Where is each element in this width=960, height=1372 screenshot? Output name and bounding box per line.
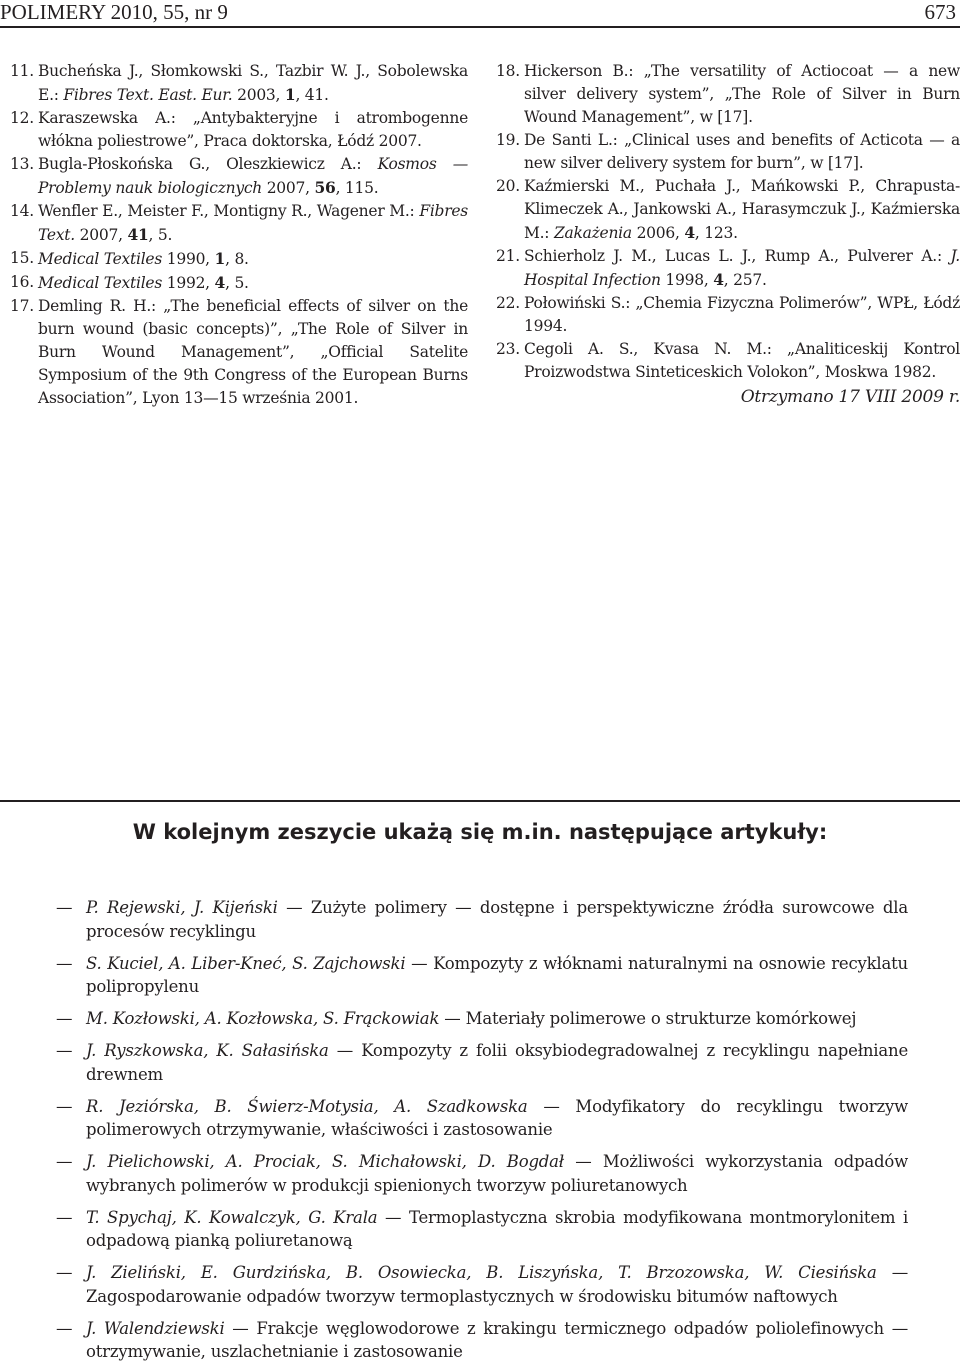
reference-number: 19. xyxy=(496,131,520,149)
reference-number: 13. xyxy=(10,155,34,173)
article-title: Kompozyty z folii oksybiodegradowalnej z recyklingu napełniane drewnem xyxy=(86,1041,909,1084)
reference-number: 17. xyxy=(10,297,34,315)
reference-text xyxy=(524,338,960,384)
reference-item xyxy=(10,295,468,410)
article-item xyxy=(56,952,908,999)
reference-pages: , 41. xyxy=(295,86,329,104)
article-title: Możliwości wykorzystania odpadów wybranych polimerów w produkcji spienionych tworzyw poliuretanowych xyxy=(86,1152,909,1195)
article-item xyxy=(56,1150,908,1197)
next-issue-heading: W kolejnym zeszycie ukażą się m.in. następujące artykuły: xyxy=(132,820,828,844)
article-dash: — xyxy=(56,898,73,917)
upcoming-articles-list xyxy=(56,896,908,1372)
article-item xyxy=(56,1317,908,1364)
reference-authors: Połowiński S.: „Chemia Fizyczna Polimerów”, WPŁ, Łódź 1994. xyxy=(524,294,960,335)
reference-text xyxy=(524,175,960,245)
reference-source: Medical Textiles xyxy=(38,250,163,268)
article-title: Termoplastyczna skrobia modyfikowana montmorylonitem i odpadową pianką poliuretanową xyxy=(86,1207,909,1250)
reference-authors: Wenfler E., Meister F., Montigny R., Wagener M.: xyxy=(38,202,415,220)
header-rule xyxy=(0,26,960,28)
article-title: Frakcje węglowodorowe z krakingu termicznego odpadów poliolefinowych — otrzymywanie, uszlachetnianie i zastosowanie xyxy=(86,1318,909,1361)
reference-year: 2006, xyxy=(631,224,685,242)
article-authors: J. Pielichowski, A. Prociak, S. Michałowski, D. Bogdał xyxy=(86,1152,564,1171)
reference-year: 2007, xyxy=(262,179,315,197)
reference-volume: 1 xyxy=(214,249,226,268)
reference-number: 20. xyxy=(496,177,520,195)
reference-text xyxy=(38,107,468,153)
references-right-column xyxy=(496,60,960,409)
reference-year: 2007, xyxy=(74,226,128,244)
reference-authors: Schierholz J. M., Lucas L. J., Rump A., Pulverer A.: xyxy=(524,247,942,265)
article-dash: — xyxy=(56,1096,73,1116)
article-title: Materiały polimerowe o strukturze komórkowej xyxy=(465,1009,857,1028)
received-date: Otrzymano 17 VIII 2009 r. xyxy=(740,387,960,407)
article-text: P. Rejewski, J. Kijeński — Zużyte polimery — dostępne i perspektywiczne źródła surowcowe dla procesów recyklingu xyxy=(86,898,909,941)
reference-text xyxy=(38,60,468,107)
article-item xyxy=(56,1039,908,1086)
reference-volume: 1 xyxy=(284,85,296,104)
reference-item xyxy=(10,153,468,200)
article-item xyxy=(56,1206,908,1253)
article-authors: M. Kozłowski, A. Kozłowska, S. Frąckowiak xyxy=(86,1009,440,1028)
reference-text xyxy=(524,60,960,129)
reference-year: 2003, xyxy=(232,86,285,104)
reference-volume: 4 xyxy=(214,273,226,292)
article-dash: — xyxy=(56,1009,73,1028)
reference-number: 15. xyxy=(10,249,34,267)
reference-item xyxy=(10,60,468,107)
article-title: Zagospodarowanie odpadów tworzyw termoplastycznych w środowisku bitumów naftowych xyxy=(86,1286,838,1306)
article-authors: J. Zieliński, E. Gurdzińska, B. Osowiecka, B. Liszyńska, T. Brzozowska, W. Ciesińska xyxy=(86,1263,877,1282)
journal-info: POLIMERY 2010, 55, nr 9 xyxy=(0,0,228,24)
reference-text xyxy=(38,200,468,247)
article-title: Zużyte polimery — dostępne i perspektywiczne źródła surowcowe dla procesów recyklingu xyxy=(86,898,909,941)
reference-item xyxy=(10,271,468,295)
article-authors: T. Spychaj, K. Kowalczyk, G. Krala xyxy=(86,1207,378,1227)
reference-source: Zakażenia xyxy=(553,224,632,242)
article-item xyxy=(56,1261,908,1308)
reference-source: J. Hospital Infection xyxy=(524,247,960,289)
reference-text xyxy=(524,292,960,338)
reference-item xyxy=(496,245,960,292)
reference-number: 16. xyxy=(10,273,34,291)
article-dash: — xyxy=(56,953,73,973)
reference-item xyxy=(496,292,960,338)
reference-item xyxy=(496,129,960,175)
article-item xyxy=(56,1095,908,1142)
reference-text xyxy=(38,271,468,295)
reference-number: 11. xyxy=(10,62,34,80)
reference-volume: 4 xyxy=(713,270,724,289)
reference-item xyxy=(10,200,468,247)
reference-authors: Cegoli A. S., Kvasa N. M.: „Analiticeskij Kontrol Proizwodstwa Sinteticeskich Volokon”, Moskwa 1982. xyxy=(524,340,960,381)
reference-pages: , 123. xyxy=(694,224,738,242)
reference-year: 1998, xyxy=(660,271,714,289)
reference-authors: Karaszewska A.: „Antybakteryjne i atrombogenne włókna poliestrowe”, Praca doktorska, Łódź 2007. xyxy=(38,109,468,150)
reference-authors: De Santi L.: „Clinical uses and benefits of Acticota — a new silver delivery system for burn”, w [17]. xyxy=(524,131,960,172)
reference-pages: , 257. xyxy=(723,271,767,289)
reference-number: 12. xyxy=(10,109,34,127)
reference-text xyxy=(524,245,960,292)
article-item xyxy=(56,1007,908,1031)
article-item xyxy=(56,896,908,943)
reference-authors: Bucheńska J., Słomkowski S., Tazbir W. J., Sobolewska E.: xyxy=(38,62,468,104)
reference-volume: 41 xyxy=(127,225,149,244)
article-text: M. Kozłowski, A. Kozłowska, S. Frąckowiak — Materiały polimerowe o strukturze komórkowej xyxy=(86,1009,857,1028)
reference-year: 1992, xyxy=(162,274,215,292)
article-authors: R. Jeziórska, B. Świerz-Motysia, A. Szadkowska xyxy=(86,1096,528,1116)
reference-source: Fibres Text. xyxy=(38,202,469,244)
reference-text xyxy=(524,129,960,175)
article-dash: — xyxy=(56,1041,73,1060)
reference-number: 18. xyxy=(496,62,520,80)
article-dash: — xyxy=(56,1207,73,1227)
reference-authors: Demling R. H.: „The beneficial effects of silver on the burn wound (basic concepts)”, „The Role of Silver in Burn Wound Management”, „Official Satelite Symposium of the 9th Congress of the European Burns Association”, Lyon 13—15 września 2001. xyxy=(38,297,468,407)
reference-authors: Hickerson B.: „The versatility of Actiocoat — a new silver delivery system”, „The Role of Silver in Burn Wound Management”, w [17]. xyxy=(524,62,960,126)
article-title: Kompozyty z włóknami naturalnymi na osnowie recyklatu polipropylenu xyxy=(86,953,908,996)
reference-pages: , 8. xyxy=(225,250,249,268)
reference-text xyxy=(38,295,468,410)
article-authors: P. Rejewski, J. Kijeński xyxy=(86,898,278,917)
reference-year: 1990, xyxy=(162,250,215,268)
article-text: R. Jeziórska, B. Świerz-Motysia, A. Szadkowska — Modyfikatory do recyklingu tworzyw polimerowych otrzymywanie, właściwości i zastosowanie xyxy=(86,1096,908,1139)
article-dash: — xyxy=(56,1152,73,1171)
page-number: 673 xyxy=(924,0,956,24)
reference-source: Medical Textiles xyxy=(38,274,163,292)
reference-source: Kosmos — Problemy nauk biologicznych xyxy=(38,155,468,197)
article-dash: — xyxy=(56,1263,73,1282)
reference-number: 23. xyxy=(496,340,520,358)
reference-volume: 56 xyxy=(314,178,336,197)
reference-authors: Bugla-Płoskońska G., Oleszkiewicz A.: xyxy=(38,155,362,173)
article-authors: J. Walendziewski xyxy=(86,1318,225,1338)
reference-pages: , 5. xyxy=(225,274,249,292)
article-authors: J. Ryszkowska, K. Sałasińska xyxy=(86,1041,329,1060)
reference-pages: , 115. xyxy=(335,179,379,197)
reference-number: 22. xyxy=(496,294,520,312)
article-authors: S. Kuciel, A. Liber-Kneć, S. Zajchowski xyxy=(86,953,406,973)
article-text: J. Pielichowski, A. Prociak, S. Michałowski, D. Bogdał — Możliwości wykorzystania odpadów wybranych polimerów w produkcji spienionych tworzyw poliuretanowych xyxy=(86,1152,909,1195)
reference-text xyxy=(38,153,468,200)
reference-volume: 4 xyxy=(684,223,695,242)
article-dash: — xyxy=(56,1318,73,1338)
article-text: J. Walendziewski — Frakcje węglowodorowe z krakingu termicznego odpadów poliolefinowych — otrzymywanie, uszlachetnianie i zastosowanie xyxy=(86,1318,909,1361)
reference-item xyxy=(496,60,960,129)
article-text: S. Kuciel, A. Liber-Kneć, S. Zajchowski — Kompozyty z włóknami naturalnymi na osnowie recyklatu polipropylenu xyxy=(86,953,908,996)
page-header xyxy=(0,0,960,26)
references-left-column xyxy=(10,60,468,410)
reference-pages: , 5. xyxy=(148,226,173,244)
reference-text xyxy=(38,247,468,271)
article-text: J. Ryszkowska, K. Sałasińska — Kompozyty z folii oksybiodegradowalnej z recyklingu napełniane drewnem xyxy=(86,1041,909,1084)
reference-source: Fibres Text. East. Eur. xyxy=(63,86,233,104)
article-text: J. Zieliński, E. Gurdzińska, B. Osowiecka, B. Liszyńska, T. Brzozowska, W. Ciesińska — Zagospodarowanie odpadów tworzyw termoplastycznych w środowisku bitumów naftowych xyxy=(86,1263,908,1306)
reference-item xyxy=(10,107,468,153)
reference-number: 14. xyxy=(10,202,34,220)
section-divider xyxy=(0,800,960,802)
reference-item xyxy=(10,247,468,271)
reference-number: 21. xyxy=(496,247,520,265)
article-title: Modyfikatory do recyklingu tworzyw polimerowych otrzymywanie, właściwości i zastosowanie xyxy=(86,1096,908,1139)
reference-item xyxy=(496,338,960,384)
article-text: T. Spychaj, K. Kowalczyk, G. Krala — Termoplastyczna skrobia modyfikowana montmorylonitem i odpadową pianką poliuretanową xyxy=(86,1207,909,1250)
reference-authors: Kaźmierski M., Puchała J., Mańkowski P., Chrapusta-Klimeczek A., Jankowski A., Harasymczuk J., Kaźmierska M.: xyxy=(524,177,960,242)
reference-item xyxy=(496,175,960,245)
